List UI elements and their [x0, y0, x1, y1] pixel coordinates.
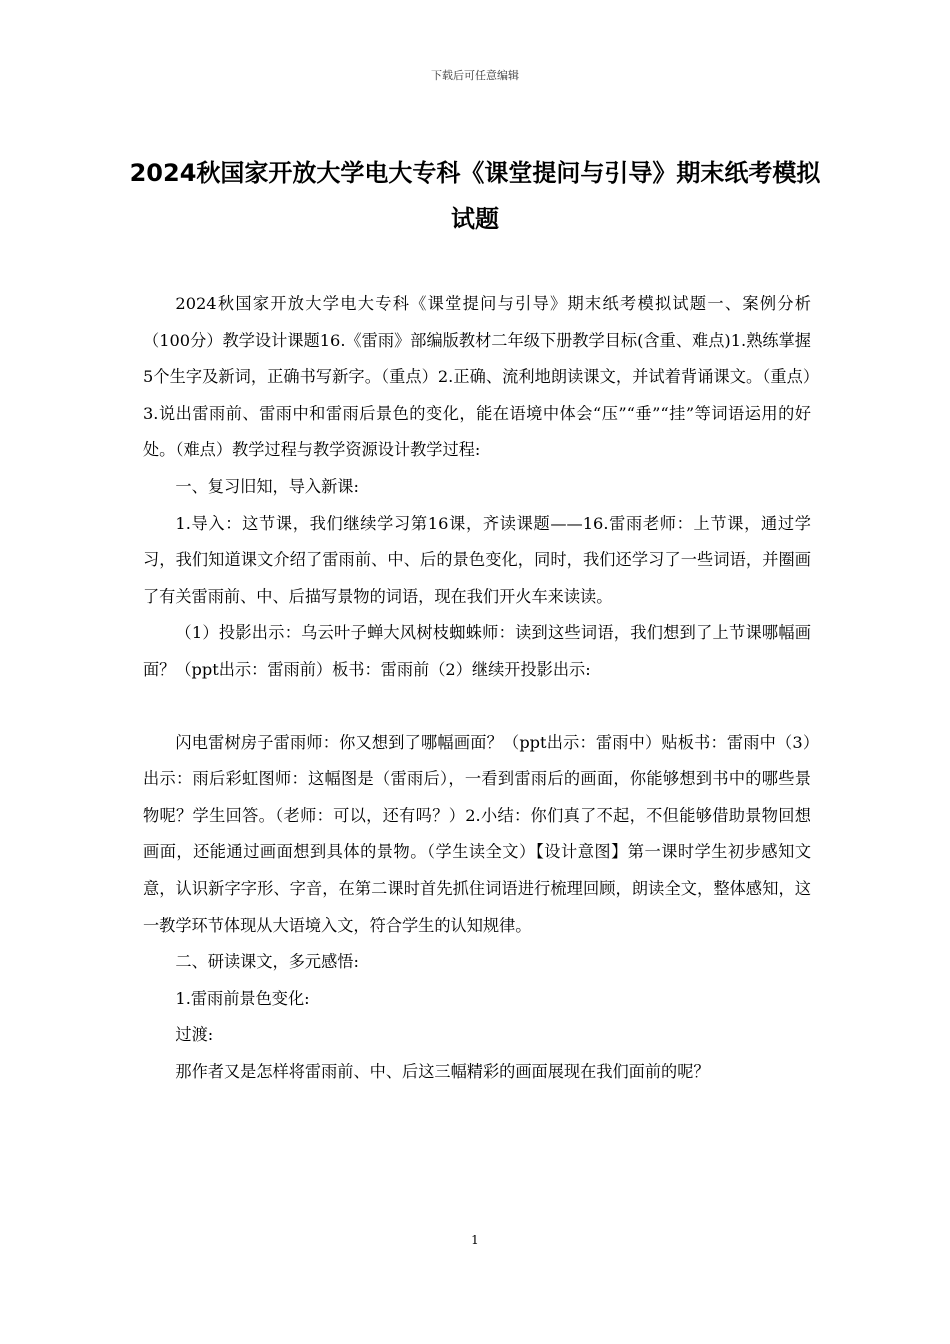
- document-title: 2024秋国家开放大学电大专科《课堂提问与引导》期末纸考模拟试题: [129, 159, 821, 233]
- paragraph: 1.雷雨前景色变化:: [175, 988, 310, 1008]
- paragraph: 那作者又是怎样将雷雨前、中、后这三幅精彩的画面展现在我们面前的呢？: [175, 1061, 710, 1081]
- document-body: [143, 286, 811, 1090]
- paragraph: 1.导入：这节课，我们继续学习第16课，齐读课题——16.雷雨老师：上节课，通过学习，我们知道课文介绍了雷雨前、中、后的景色变化，同时，我们还学习了一些词语，并圈画了有关雷雨前、中、后描写景物的词语，现在我们开火车来读读。: [143, 513, 811, 606]
- paragraph: 2024秋国家开放大学电大专科《课堂提问与引导》期末纸考模拟试题一、案例分析（100分）教学设计课题16.《雷雨》部编版教材二年级下册教学目标(含重、难点)1.熟练掌握5个生字及新词，正确书写新字。（重点）2.正确、流利地朗读课文，并试着背诵课文。（重点）3.说出雷雨前、雷雨中和雷雨后景色的变化，能在语境中体会“压”“垂”“挂”等词语运用的好处。（难点）教学过程与教学资源设计教学过程:: [143, 294, 811, 460]
- page-number: 1: [471, 1233, 479, 1247]
- paragraph: 过渡:: [175, 1025, 214, 1045]
- paragraph: 二、研读课文，多元感悟:: [175, 952, 359, 972]
- page-header: 下载后可任意编辑: [431, 69, 519, 82]
- paragraph: （1）投影出示：乌云叶子蝉大风树枝蜘蛛师：读到这些词语，我们想到了上节课哪幅画面？（ppt出示：雷雨前）板书：雷雨前（2）继续开投影出示:: [143, 623, 811, 679]
- paragraph: 一、复习旧知，导入新课:: [175, 476, 359, 496]
- paragraph: 闪电雷树房子雷雨师：你又想到了哪幅画面？（ppt出示：雷雨中）贴板书：雷雨中（3）出示：雨后彩虹图师：这幅图是（雷雨后），一看到雷雨后的画面，你能够想到书中的哪些景物呢？学生回答。（老师：可以，还有吗？）2.小结：你们真了不起，不但能够借助景物回想画面，还能通过画面想到具体的景物。（学生读全文）【设计意图】第一课时学生初步感知文意，认识新字字形、字音，在第二课时首先抓住词语进行梳理回顾，朗读全文，整体感知，这一教学环节体现从大语境入文，符合学生的认知规律。: [143, 732, 811, 935]
